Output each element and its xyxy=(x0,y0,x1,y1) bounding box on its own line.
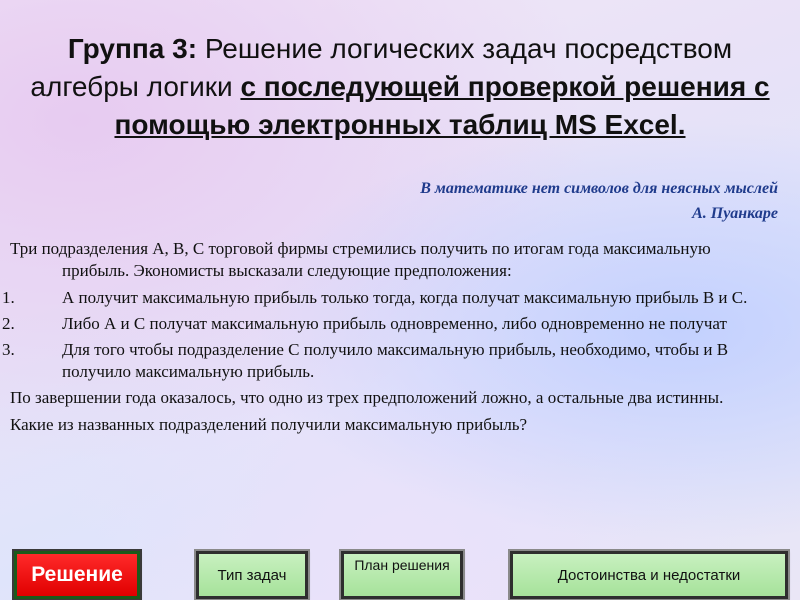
problem-statement xyxy=(0,238,780,441)
merits-button[interactable]: Достоинства и недостатки xyxy=(510,551,788,599)
solution-button[interactable]: Решение xyxy=(14,551,140,599)
problem-question: Какие из названных подразделений получили максимальную прибыль? xyxy=(10,415,528,434)
list-item-number: 3. xyxy=(2,340,15,359)
list-item xyxy=(0,287,780,309)
slide-title xyxy=(20,30,780,144)
list-item xyxy=(0,313,780,335)
title-group-label: Группа 3: xyxy=(67,33,198,64)
quote-text: В математике нет символов для неясных мыслей xyxy=(420,180,778,197)
epigraph xyxy=(218,176,778,226)
problem-intro: Три подразделения А, В, С торговой фирмы стремились получить по итогам года максимальную прибыль. Экономисты высказали следующие предположения: xyxy=(10,239,711,280)
title-underlined-text: с последующей проверкой решения с помощью электронных таблиц MS Excel. xyxy=(114,71,770,140)
list-item-text: Для того чтобы подразделение С получило максимальную прибыль, необходимо, чтобы и В получило максимальную прибыль. xyxy=(62,340,729,381)
problem-conclusion: По завершении года оказалось, что одно из трех предположений ложно, а остальные два истинны. xyxy=(10,388,724,407)
title-text: Решение логических задач посредством алгебры логики xyxy=(30,33,733,102)
list-item-number: 2. xyxy=(2,314,15,333)
task-type-button[interactable]: Тип задач xyxy=(196,551,308,599)
solution-plan-button[interactable]: План решения xyxy=(341,551,463,599)
list-item-text: Либо А и С получат максимальную прибыль одновременно, либо одновременно не получат xyxy=(62,314,727,333)
quote-author: А. Пуанкаре xyxy=(692,205,778,222)
list-item-text: А получит максимальную прибыль только тогда, когда получат максимальную прибыль В и С. xyxy=(62,288,748,307)
list-item xyxy=(0,339,780,383)
list-item-number: 1. xyxy=(2,288,15,307)
